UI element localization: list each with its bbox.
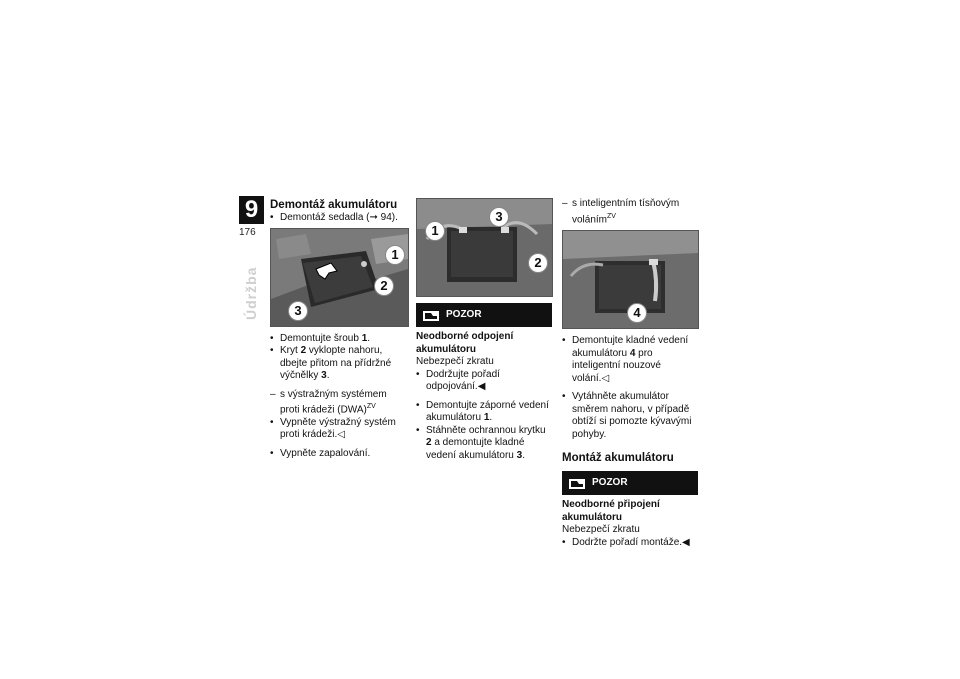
callout-3: 3 <box>489 207 509 227</box>
battery-terminals-image <box>417 199 552 296</box>
battery-terminals-photo <box>416 198 553 297</box>
chapter-number: 9 <box>239 196 264 224</box>
battery-cover-photo <box>270 228 409 327</box>
callout-1: 1 <box>425 221 445 241</box>
warning-title: Neodborné odpojení akumulátoru <box>416 331 514 355</box>
page-number: 176 <box>239 227 256 238</box>
list-item: • Demontujte kladné vedení akumulátoru 4 pro inteligentní nouzové volání.◁ <box>562 335 689 384</box>
section-heading: Montáž akumulátoru <box>562 452 674 465</box>
list-item: • Demontujte šroub 1. <box>270 332 371 344</box>
column-3 <box>562 198 698 549</box>
list-item: • Vypněte zapalování. <box>270 447 371 459</box>
list-item: • Kryt 2 vyklopte nahoru, dbejte přitom na přídržné výčnělky 3. <box>270 345 392 381</box>
callout-4: 4 <box>627 303 647 323</box>
list-item: • Vytáhněte akumulátor směrem nahoru, v případě obtíží si pomozte kývavými pohyby. <box>562 391 692 440</box>
warning-body: Nebezpečí zkratu <box>416 356 494 367</box>
callout-2: 2 <box>528 253 548 273</box>
emergency-call-cable-photo <box>562 230 699 329</box>
list-item: • Demontáž sedadla (➞ 94). <box>270 212 398 223</box>
list-item: • Dodržujte pořadí odpojování.◀ <box>416 368 500 392</box>
warning-hand-icon <box>568 476 586 490</box>
warning-hand-icon <box>422 308 440 322</box>
warning-banner <box>562 471 698 495</box>
list-item: • Dodržte pořadí montáže.◀ <box>562 536 690 548</box>
condition-item: – s výstražným systémem proti krádeži (DWA)$^{ZV}$ <box>270 388 387 416</box>
list-item: • Stáhněte ochrannou krytku 2 a demontujte kladné vedení akumulátoru 3. <box>416 424 546 461</box>
condition-item: – s inteligentním tísňovým voláním$^{ZV}$ <box>562 198 680 225</box>
section-heading: Demontáž akumulátoru <box>270 199 398 211</box>
warning-banner <box>416 303 552 327</box>
warning-label: POZOR <box>446 308 482 320</box>
column-2 <box>416 198 552 462</box>
list-item: • Vypněte výstražný systém proti krádeži.◁ <box>270 416 396 441</box>
callout-3: 3 <box>288 301 308 321</box>
section-title: Údržba <box>243 266 259 320</box>
column-1 <box>270 198 408 460</box>
callout-2: 2 <box>374 276 394 296</box>
warning-title: Neodborné připojení akumulátoru <box>562 499 660 523</box>
warning-body: Nebezpečí zkratu <box>562 524 640 536</box>
callout-1: 1 <box>385 245 405 265</box>
warning-label: POZOR <box>592 477 628 489</box>
list-item: • Demontujte záporné vedení akumulátoru 1. <box>416 399 549 423</box>
